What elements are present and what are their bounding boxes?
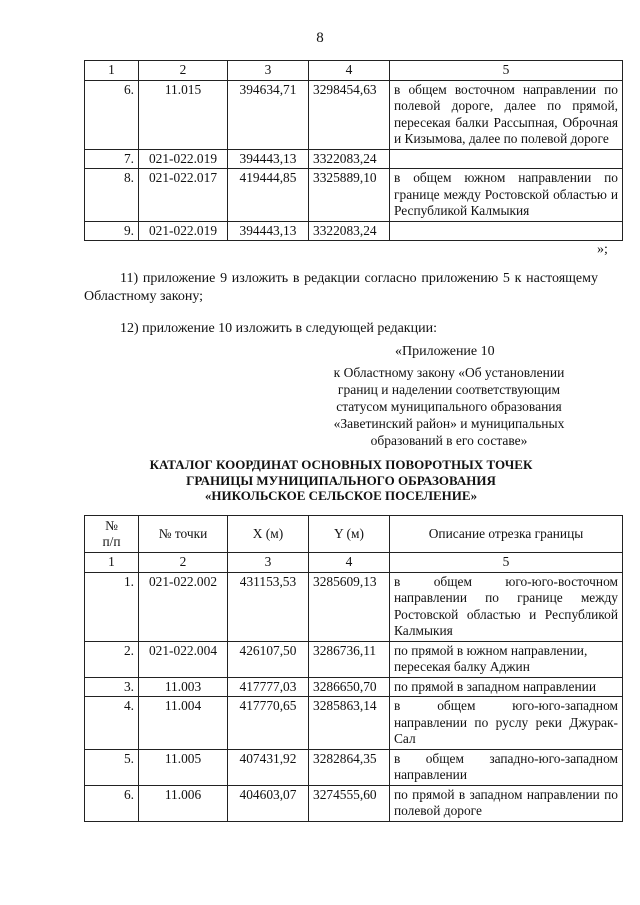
header-cell: 1 — [85, 553, 139, 573]
point-number: 11.005 — [139, 749, 228, 785]
segment-description: в общем юго-юго-западном направлении по руслу реки Джурак-Сал — [390, 697, 623, 750]
y-coordinate: 3274555,60 — [309, 785, 390, 821]
header-cell: 2 — [139, 553, 228, 573]
segment-description: в общем юго-юго-восточном направлении по границе между Ростовской областью и Республикой Калмыкия — [390, 572, 623, 641]
row-number: 4. — [85, 697, 139, 750]
bottom-table-body — [85, 516, 623, 822]
segment-description: в общем восточном направлении по полевой дороге, далее по прямой, пересекая балки Рассыпная, Оброчная и Кизымова, далее по полевой дороге — [390, 80, 623, 149]
column-header-point: № точки — [139, 516, 228, 553]
column-header-y: Y (м) — [309, 516, 390, 553]
point-number: 11.006 — [139, 785, 228, 821]
point-number: 11.004 — [139, 697, 228, 750]
row-number: 7. — [85, 149, 139, 169]
table-row — [85, 80, 623, 149]
point-number: 021-022.002 — [139, 572, 228, 641]
x-coordinate: 431153,53 — [228, 572, 309, 641]
table-row — [85, 785, 623, 821]
table-row — [85, 641, 623, 677]
column-header-x: X (м) — [228, 516, 309, 553]
header-cell: 2 — [139, 61, 228, 81]
segment-description: по прямой в южном направлении, пересекая балку Аджин — [390, 641, 623, 677]
table-column-headers — [85, 516, 623, 553]
point-number: 11.015 — [139, 80, 228, 149]
column-header-description: Описание отрезка границы — [390, 516, 623, 553]
point-number: 021-022.004 — [139, 641, 228, 677]
y-coordinate: 3322083,24 — [309, 149, 390, 169]
header-cell: 1 — [85, 61, 139, 81]
y-coordinate: 3285609,13 — [309, 572, 390, 641]
row-number: 6. — [85, 785, 139, 821]
table-row — [85, 749, 623, 785]
paragraph-text: 12) приложение 10 изложить в следующей редакции: — [120, 321, 437, 336]
point-number: 021-022.017 — [139, 169, 228, 222]
table-row — [85, 572, 623, 641]
table-row — [85, 221, 623, 241]
table-header-numbering — [85, 553, 623, 573]
table-row — [85, 149, 623, 169]
header-cell: 5 — [390, 61, 623, 81]
row-number: 6. — [85, 80, 139, 149]
paragraph-item-12 — [84, 320, 598, 338]
closing-quote-mark: »; — [597, 242, 608, 257]
segment-description — [390, 149, 623, 169]
row-number: 8. — [85, 169, 139, 222]
point-number: 021-022.019 — [139, 221, 228, 241]
row-number: 9. — [85, 221, 139, 241]
page-number: 8 — [316, 30, 324, 46]
y-coordinate: 3322083,24 — [309, 221, 390, 241]
segment-description: по прямой в западном направлении по полевой дороге — [390, 785, 623, 821]
top-table-body — [85, 61, 623, 241]
x-coordinate: 426107,50 — [228, 641, 309, 677]
header-cell: 4 — [309, 61, 390, 81]
y-coordinate: 3282864,35 — [309, 749, 390, 785]
y-coordinate: 3285863,14 — [309, 697, 390, 750]
y-coordinate: 3298454,63 — [309, 80, 390, 149]
y-coordinate: 3286736,11 — [309, 641, 390, 677]
x-coordinate: 394634,71 — [228, 80, 309, 149]
y-coordinate: 3286650,70 — [309, 677, 390, 697]
x-coordinate: 407431,92 — [228, 749, 309, 785]
row-number: 3. — [85, 677, 139, 697]
segment-description — [390, 221, 623, 241]
x-coordinate: 417770,65 — [228, 697, 309, 750]
row-number: 1. — [85, 572, 139, 641]
x-coordinate: 394443,13 — [228, 149, 309, 169]
header-cell: 4 — [309, 553, 390, 573]
table-row — [85, 697, 623, 750]
nikolskoe-coordinates-table — [84, 515, 623, 822]
header-cell: 3 — [228, 553, 309, 573]
table-row — [85, 677, 623, 697]
x-coordinate: 417777,03 — [228, 677, 309, 697]
column-header-row-number: № п/п — [85, 516, 139, 553]
top-coordinates-table — [84, 60, 623, 241]
row-number: 5. — [85, 749, 139, 785]
row-number: 2. — [85, 641, 139, 677]
point-number: 021-022.019 — [139, 149, 228, 169]
header-cell: 3 — [228, 61, 309, 81]
catalog-title: КАТАЛОГ КООРДИНАТ ОСНОВНЫХ ПОВОРОТНЫХ ТОЧЕК ГРАНИЦЫ МУНИЦИПАЛЬНОГО ОБРАЗОВАНИЯ «НИКОЛЬСКОЕ СЕЛЬСКОЕ ПОСЕЛЕНИЕ» — [149, 457, 533, 503]
appendix-description: к Областному закону «Об установлении границ и наделении соответствующим статусом муниципального образования «Заветинский район» и муниципальных образований в его составе» — [333, 365, 565, 448]
table-header-numbering — [85, 61, 623, 81]
y-coordinate: 3325889,10 — [309, 169, 390, 222]
appendix-title: «Приложение 10 — [395, 344, 495, 359]
header-cell: 5 — [390, 553, 623, 573]
point-number: 11.003 — [139, 677, 228, 697]
paragraph-text: 11) приложение 9 изложить в редакции согласно приложению 5 к настоящему Областному закону; — [84, 271, 598, 304]
segment-description: в общем южном направлении по границе между Ростовской областью и Республикой Калмыкия — [390, 169, 623, 222]
segment-description: в общем западно-юго-западном направлении — [390, 749, 623, 785]
table-row — [85, 169, 623, 222]
x-coordinate: 419444,85 — [228, 169, 309, 222]
segment-description: по прямой в западном направлении — [390, 677, 623, 697]
x-coordinate: 394443,13 — [228, 221, 309, 241]
x-coordinate: 404603,07 — [228, 785, 309, 821]
paragraph-item-11 — [84, 270, 598, 306]
